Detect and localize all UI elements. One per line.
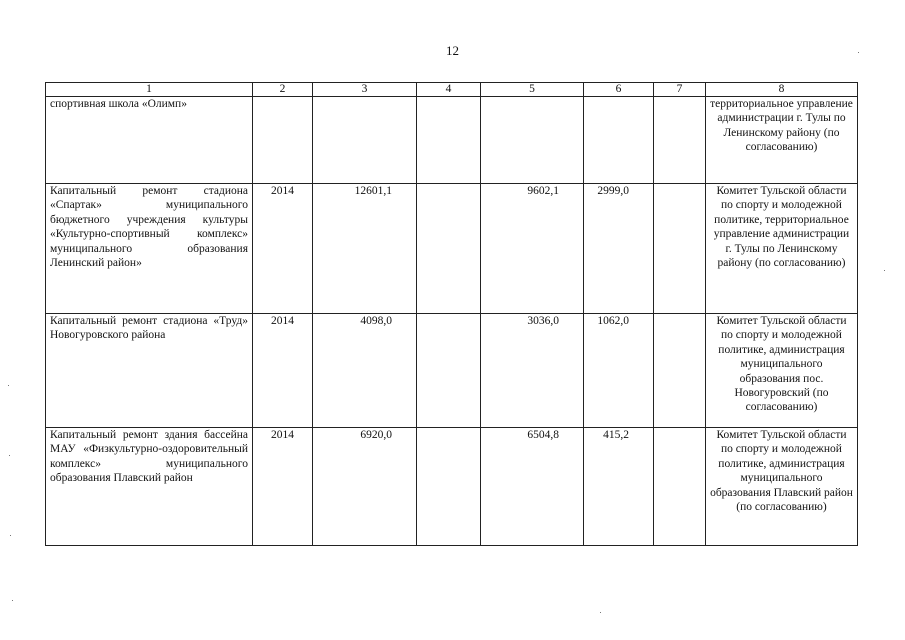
cell-responsible: Комитет Тульской области по спорту и молодежной политике, администрация муниципального образования Плавский район (по согласованию) <box>706 428 858 546</box>
scan-speck <box>12 600 13 601</box>
cell-year: 2014 <box>253 184 313 314</box>
cell-total: 6920,0 <box>313 428 417 546</box>
cell-responsible: Комитет Тульской области по спорту и молодежной политике, территориальное управление администрации г. Тулы по Ленинскому району (по согласованию) <box>706 184 858 314</box>
cell-col7 <box>654 314 706 428</box>
cell-responsible: территориальное управление администрации г. Тулы по Ленинскому району (по согласованию) <box>706 97 858 184</box>
cell-total: 12601,1 <box>313 184 417 314</box>
cell-name: Капитальный ремонт стадиона «Труд» Новогуровского района <box>46 314 253 428</box>
cell-col7 <box>654 428 706 546</box>
cell-col5 <box>481 97 584 184</box>
table-row <box>46 428 858 546</box>
table-row <box>46 314 858 428</box>
column-number-header-row <box>46 83 858 97</box>
cell-col7 <box>654 97 706 184</box>
cell-col4 <box>417 428 481 546</box>
cell-name: Капитальный ремонт стадиона «Спартак» муниципального бюджетного учреждения культуры «Культурно-спортивный комплекс» муниципального образования Ленинский район» <box>46 184 253 314</box>
cell-col4 <box>417 97 481 184</box>
scan-speck <box>9 455 10 456</box>
cell-year: 2014 <box>253 314 313 428</box>
cell-responsible: Комитет Тульской области по спорту и молодежной политике, администрация муниципального образования пос. Новогуровский (по согласованию) <box>706 314 858 428</box>
cell-year: 2014 <box>253 428 313 546</box>
scan-speck <box>600 612 601 613</box>
cell-col5: 9602,1 <box>481 184 584 314</box>
cell-total: 4098,0 <box>313 314 417 428</box>
cell-col5: 3036,0 <box>481 314 584 428</box>
cell-col4 <box>417 314 481 428</box>
scan-speck <box>858 52 859 53</box>
scan-speck <box>884 270 885 271</box>
table-row <box>46 97 858 184</box>
column-header: 8 <box>706 83 858 97</box>
scan-speck <box>10 535 11 536</box>
column-header: 1 <box>46 83 253 97</box>
cell-col6: 415,2 <box>584 428 654 546</box>
column-header: 2 <box>253 83 313 97</box>
column-header: 6 <box>584 83 654 97</box>
column-header: 7 <box>654 83 706 97</box>
cell-col4 <box>417 184 481 314</box>
cell-total <box>313 97 417 184</box>
column-header: 5 <box>481 83 584 97</box>
cell-col5: 6504,8 <box>481 428 584 546</box>
page-number: 12 <box>446 43 459 58</box>
cell-year <box>253 97 313 184</box>
scan-speck <box>8 385 9 386</box>
cell-col6: 2999,0 <box>584 184 654 314</box>
cell-col7 <box>654 184 706 314</box>
cell-name: Капитальный ремонт здания бассейна МАУ «Физкультурно-оздоровительный комплекс» муниципального образования Плавский район <box>46 428 253 546</box>
funding-table <box>45 82 858 546</box>
column-header: 3 <box>313 83 417 97</box>
cell-col6 <box>584 97 654 184</box>
cell-name: спортивная школа «Олимп» <box>46 97 253 184</box>
table-row <box>46 184 858 314</box>
cell-col6: 1062,0 <box>584 314 654 428</box>
column-header: 4 <box>417 83 481 97</box>
